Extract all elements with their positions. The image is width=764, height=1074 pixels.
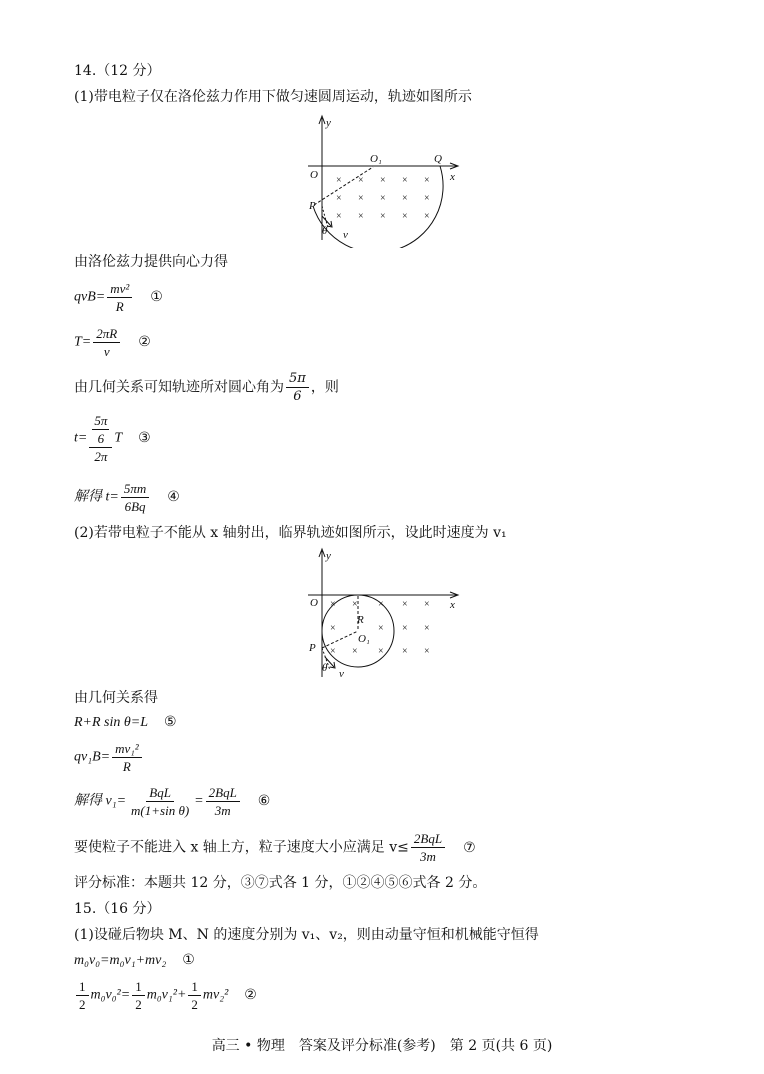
svg-text:×: ×	[402, 175, 408, 186]
fig2-x-label: x	[450, 599, 455, 611]
svg-text:×: ×	[424, 646, 430, 657]
page-footer: 高三 • 物理 答案及评分标准(参考) 第 2 页(共 6 页)	[211, 1038, 553, 1054]
equation-2: T= $\frac{2\pi R}{v}$ ②	[74, 326, 151, 359]
fig1-y-label: y	[326, 117, 331, 129]
svg-text:×: ×	[330, 623, 336, 634]
svg-text:×: ×	[424, 623, 430, 634]
equation-4: 解得 t= $\frac{5\pi m}{6Bq}$ ④	[74, 481, 180, 514]
scoring-criteria: 评分标准：本题共 12 分，③⑦式各 1 分，①②④⑤⑥式各 2 分。	[74, 875, 487, 891]
p15-equation-2: $\frac{1}{2}$ m₀v₀²= $\frac{1}{2}$ m₀v₁²+ $\frac{1}{2}$ mv₂² ②	[74, 978, 257, 1013]
speed-condition: 要使粒子不能进入 x 轴上方，粒子速度大小应满足 v≤ $\frac{\text{2BqL}}{3m}$ ⑦	[74, 831, 476, 864]
problem-14-header: 14.（12 分）	[74, 63, 161, 79]
svg-text:×: ×	[424, 599, 430, 610]
svg-text:×: ×	[336, 175, 342, 186]
svg-text:×: ×	[380, 193, 386, 204]
problem-15-header: 15.（16 分）	[74, 901, 161, 917]
svg-text:×: ×	[358, 175, 364, 186]
svg-text:×: ×	[380, 175, 386, 186]
p15-equation-1: m₀v₀=m₀v₁+mv₂ ①	[74, 952, 195, 968]
svg-text:×: ×	[378, 599, 384, 610]
fig2-v-label: v	[339, 668, 344, 680]
fig1-theta-label: θ	[322, 225, 328, 237]
fig2-y-label: y	[326, 550, 331, 562]
part1-intro: (1)带电粒子仅在洛伦兹力作用下做匀速圆周运动，轨迹如图所示	[74, 89, 472, 105]
svg-text:×: ×	[402, 646, 408, 657]
fig2-center-label: O₁	[358, 633, 370, 645]
svg-text:×: ×	[424, 175, 430, 186]
equation-1: qvB= $\frac{\text{mv²}}{R}$ ①	[74, 281, 163, 314]
fig2-origin-label: O	[310, 597, 318, 609]
trajectory-figure-1	[300, 108, 470, 248]
svg-text:×: ×	[402, 211, 408, 222]
fig1-q-label: Q	[434, 153, 442, 165]
trajectory-figure-2	[300, 545, 470, 685]
svg-text:×: ×	[380, 211, 386, 222]
fig2-theta-label: θ	[322, 662, 328, 674]
magnetic-field-marks	[330, 599, 430, 657]
svg-text:×: ×	[402, 193, 408, 204]
fig2-p-label: P	[309, 642, 316, 654]
svg-text:×: ×	[402, 623, 408, 634]
fig1-origin-label: O	[310, 169, 318, 181]
svg-text:×: ×	[378, 623, 384, 634]
equation-7: 解得 v₁= $\frac{\text{BqL}}{\text{m(1+sin θ)}}$ = $\frac{\text{2BqL}}{3m}$ ⑥	[74, 785, 271, 818]
svg-text:×: ×	[378, 646, 384, 657]
fig1-p-label: P	[309, 200, 316, 212]
p15-part1-intro: (1)设碰后物块 M、N 的速度分别为 v₁、v₂，则由动量守恒和机械能守恒得	[74, 927, 539, 943]
fig1-center-label: O₁	[370, 153, 382, 165]
svg-text:×: ×	[424, 193, 430, 204]
radius-line	[314, 167, 373, 205]
geometry2-line: 由几何关系得	[74, 690, 158, 706]
svg-text:×: ×	[336, 193, 342, 204]
svg-text:×: ×	[330, 599, 336, 610]
svg-text:×: ×	[330, 646, 336, 657]
svg-text:×: ×	[358, 193, 364, 204]
equation-6: qv₁B= $\frac{\text{mv₁²}}{R}$	[74, 740, 144, 775]
svg-text:×: ×	[424, 211, 430, 222]
fig1-x-label: x	[450, 171, 455, 183]
svg-text:×: ×	[358, 211, 364, 222]
fig1-v-label: v	[343, 229, 348, 241]
geometry-line: 由几何关系可知轨迹所对圆心角为 $\frac{5\pi}{6}$ ，则	[74, 371, 339, 404]
svg-text:×: ×	[402, 599, 408, 610]
svg-text:×: ×	[352, 646, 358, 657]
lorentz-line: 由洛伦兹力提供向心力得	[74, 254, 228, 270]
svg-text:×: ×	[336, 211, 342, 222]
equation-3: t= 5π 6 2π T ③	[74, 413, 151, 464]
svg-text:×: ×	[352, 599, 358, 610]
equation-5: R+R sin θ=L ⑤	[74, 714, 177, 730]
fig2-r-label: R	[357, 614, 364, 626]
part2-intro: (2)若带电粒子不能从 x 轴射出，临界轨迹如图所示，设此时速度为 v₁	[74, 525, 507, 541]
